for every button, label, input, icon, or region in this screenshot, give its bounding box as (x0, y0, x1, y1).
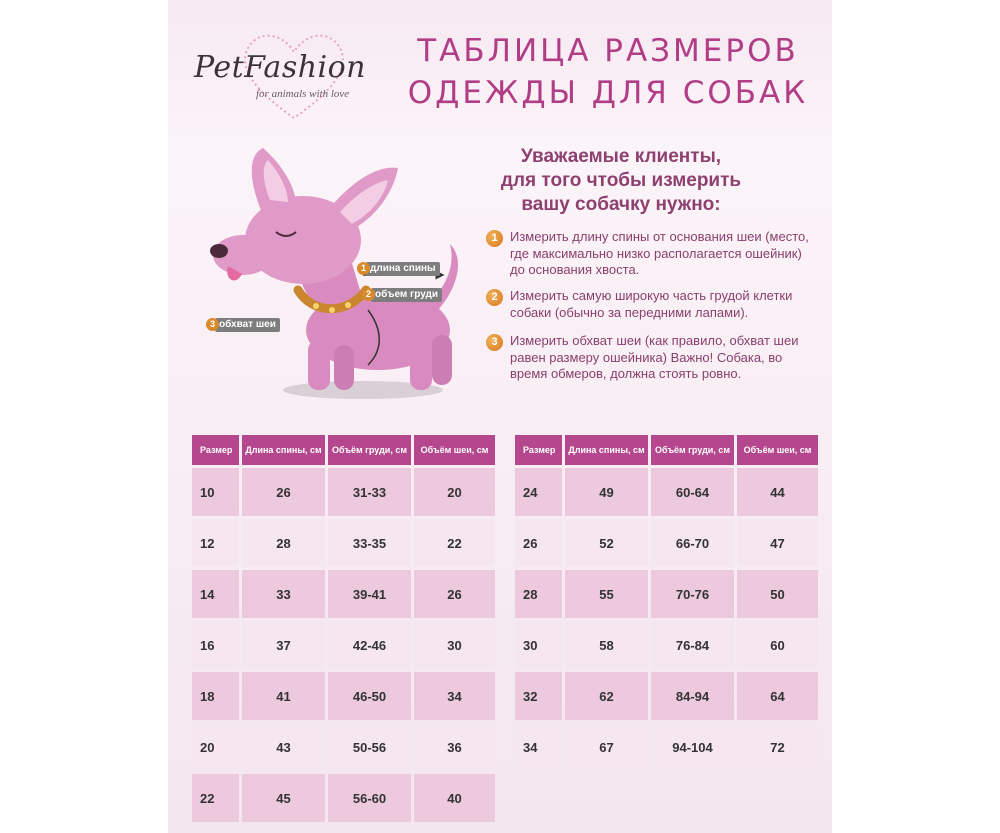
table-cell: 50 (737, 570, 818, 618)
badge-1: 1 (357, 262, 370, 275)
table-cell: 22 (414, 519, 495, 567)
table-cell: 49 (565, 468, 648, 516)
table-cell: 67 (565, 723, 648, 771)
table-cell: 94-104 (651, 723, 734, 771)
table-cell: 34 (515, 723, 562, 771)
size-table-left (189, 432, 498, 825)
table-cell: 41 (242, 672, 325, 720)
table-row (515, 723, 818, 771)
step-text: Измерить обхват шеи (как правило, обхват шеи равен размеру ошейника) Важно! Собака, во время обмеров, должна стоять ровно. (510, 333, 799, 381)
table-header-row (515, 435, 818, 465)
greeting-text (486, 145, 756, 217)
table-cell: 60-64 (651, 468, 734, 516)
header-chest: Объём груди, см (328, 435, 411, 465)
table-cell: 28 (515, 570, 562, 618)
size-table-right (512, 432, 821, 774)
title-line-2: ОДЕЖДЫ ДЛЯ СОБАК (407, 75, 809, 111)
logo-slogan: for animals with love (256, 88, 350, 100)
table-cell: 46-50 (328, 672, 411, 720)
step-number-badge: 1 (486, 230, 503, 247)
table-cell: 56-60 (328, 774, 411, 822)
table-cell: 40 (414, 774, 495, 822)
back-length-label-text: длина спины (370, 263, 436, 274)
table-cell: 52 (565, 519, 648, 567)
table-row (515, 468, 818, 516)
table-cell: 44 (737, 468, 818, 516)
header-back-length: Длина спины, см (565, 435, 648, 465)
petfashion-logo (194, 28, 384, 123)
greeting-line-2: для того чтобы измерить (500, 170, 742, 191)
table-cell: 60 (737, 621, 818, 669)
table-cell: 31-33 (328, 468, 411, 516)
title-line-1: ТАБЛИЦА РАЗМЕРОВ (417, 33, 799, 69)
table-cell: 72 (737, 723, 818, 771)
table-row (192, 570, 495, 618)
step-number-badge: 3 (486, 334, 503, 351)
table-cell: 26 (515, 519, 562, 567)
table-cell: 50-56 (328, 723, 411, 771)
table-cell: 32 (515, 672, 562, 720)
table-body-left (192, 468, 495, 822)
table-row (192, 519, 495, 567)
header-neck: Объём шеи, см (414, 435, 495, 465)
header-size: Размер (515, 435, 562, 465)
chihuahua-icon (188, 140, 488, 410)
size-chart-poster (168, 0, 832, 833)
table-cell: 30 (515, 621, 562, 669)
table-cell: 39-41 (328, 570, 411, 618)
instruction-step-3 (486, 333, 816, 383)
table-row (192, 723, 495, 771)
dog-illustration (188, 140, 488, 410)
table-cell: 62 (565, 672, 648, 720)
header-neck: Объём шеи, см (737, 435, 818, 465)
instruction-step-2 (486, 288, 816, 321)
table-cell: 84-94 (651, 672, 734, 720)
table-cell: 16 (192, 621, 239, 669)
table-cell: 55 (565, 570, 648, 618)
header-back-length: Длина спины, см (242, 435, 325, 465)
table-row (515, 672, 818, 720)
step-text: Измерить длину спины от основания шеи (место, где максимально низко располагается ошейник) до основания хвоста. (510, 229, 809, 277)
table-cell: 22 (192, 774, 239, 822)
table-cell: 33 (242, 570, 325, 618)
instruction-step-1 (486, 229, 816, 279)
chest-label-text: объем груди (375, 289, 438, 300)
table-body-right (515, 468, 818, 771)
table-cell: 36 (414, 723, 495, 771)
neck-label (209, 318, 280, 332)
table-row (192, 672, 495, 720)
step-number-badge: 2 (486, 289, 503, 306)
table-row (515, 621, 818, 669)
badge-3: 3 (206, 318, 219, 331)
neck-label-text: обхват шеи (219, 319, 276, 330)
table-row (192, 774, 495, 822)
table-cell: 37 (242, 621, 325, 669)
table-row (515, 519, 818, 567)
table-cell: 42-46 (328, 621, 411, 669)
table-cell: 34 (414, 672, 495, 720)
greeting-line-3: вашу собачку нужно: (521, 194, 721, 215)
table-cell: 26 (242, 468, 325, 516)
table-row (192, 468, 495, 516)
table-cell: 43 (242, 723, 325, 771)
table-cell: 20 (192, 723, 239, 771)
table-cell: 45 (242, 774, 325, 822)
table-cell: 33-35 (328, 519, 411, 567)
logo-brand-text: PetFashion (194, 50, 367, 85)
chest-label (365, 288, 442, 302)
table-cell: 10 (192, 468, 239, 516)
table-cell: 18 (192, 672, 239, 720)
page-title (398, 30, 818, 114)
table-cell: 28 (242, 519, 325, 567)
table-cell: 14 (192, 570, 239, 618)
table-cell: 12 (192, 519, 239, 567)
header-chest: Объём груди, см (651, 435, 734, 465)
greeting-line-1: Уважаемые клиенты, (520, 146, 722, 167)
table-row (192, 621, 495, 669)
table-cell: 64 (737, 672, 818, 720)
table-cell: 20 (414, 468, 495, 516)
table-cell: 26 (414, 570, 495, 618)
table-cell: 58 (565, 621, 648, 669)
table-cell: 66-70 (651, 519, 734, 567)
table-cell: 24 (515, 468, 562, 516)
table-row (515, 570, 818, 618)
header-size: Размер (192, 435, 239, 465)
table-cell: 76-84 (651, 621, 734, 669)
step-text: Измерить самую широкую часть грудой клетки собаки (обычно за передними лапами). (510, 288, 793, 320)
badge-2: 2 (362, 288, 375, 301)
table-header-row (192, 435, 495, 465)
table-cell: 47 (737, 519, 818, 567)
back-length-label (360, 262, 440, 276)
table-cell: 70-76 (651, 570, 734, 618)
table-cell: 30 (414, 621, 495, 669)
